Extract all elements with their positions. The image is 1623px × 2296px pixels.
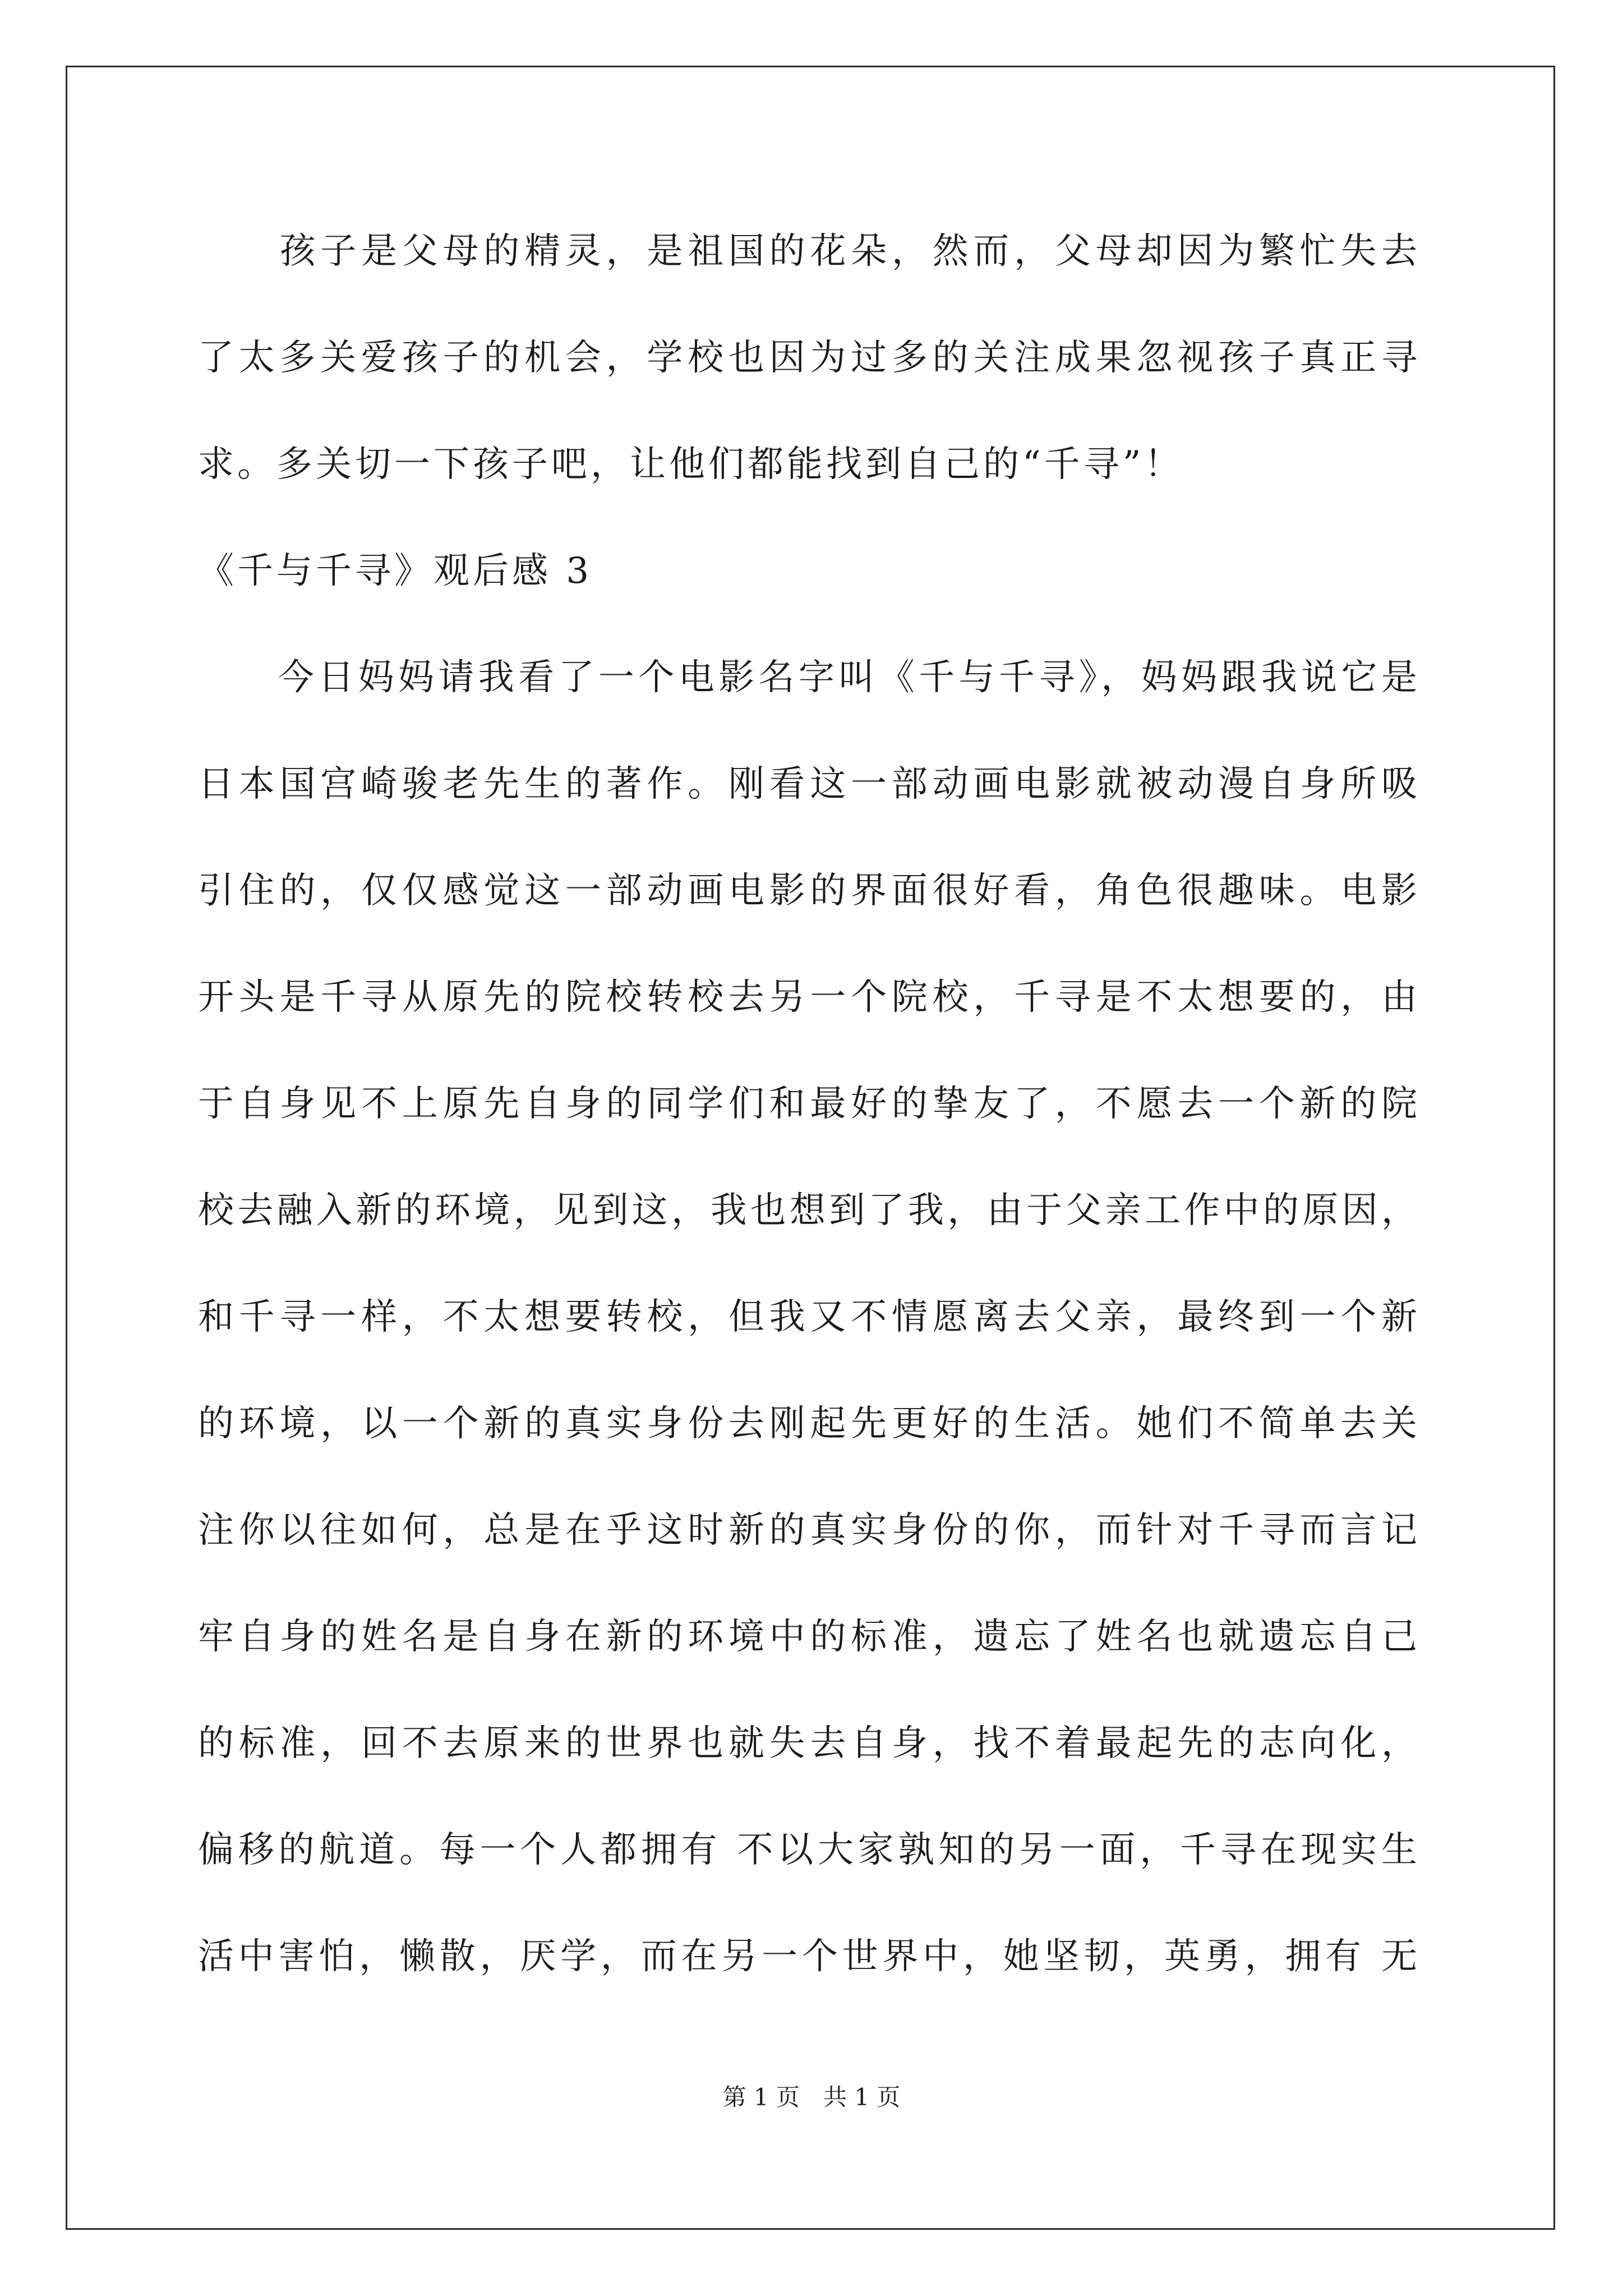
paragraph-line: 的环境，以一个新的真实身份去刚起先更好的生活。她们不简单去关 (198, 1403, 1421, 1444)
paragraph-line: 了太多关爱孩子的机会，学校也因为过多的关注成果忽视孩子真正寻 (198, 337, 1421, 379)
paragraph-line: 引住的，仅仅感觉这一部动画电影的界面很好看，角色很趣味。电影 (198, 870, 1421, 912)
paragraph-line: 校去融入新的环境，见到这，我也想到了我，由于父亲工作中的原因， (198, 1190, 1421, 1231)
page-border (66, 66, 1555, 2230)
paragraph-line: 开头是千寻从原先的院校转校去另一个院校，千寻是不太想要的，由 (198, 977, 1421, 1018)
paragraph-line: 日本国宫崎骏老先生的著作。刚看这一部动画电影就被动漫自身所吸 (198, 763, 1421, 805)
paragraph-line: 今日妈妈请我看了一个电影名字叫《千与千寻》，妈妈跟我说它是 (198, 657, 1421, 698)
paragraph-line: 偏移的航道。每一个人都拥有 不以大家孰知的另一面，千寻在现实生 (198, 1829, 1421, 1871)
paragraph-line: 注你以往如何，总是在乎这时新的真实身份的你，而针对千寻而言记 (198, 1510, 1421, 1551)
paragraph-line: 的标准，回不去原来的世界也就失去自身，找不着最起先的志向化， (198, 1723, 1421, 1764)
paragraph-line: 牢自身的姓名是自身在新的环境中的标准，遗忘了姓名也就遗忘自己 (198, 1616, 1421, 1658)
paragraph-line: 活中害怕，懒散，厌学，而在另一个世界中，她坚韧，英勇，拥有 无 (198, 1936, 1421, 1977)
section-heading: 《千与千寻》观后感 3 (198, 550, 593, 592)
page-number: 第 1 页 共 1 页 (722, 2083, 901, 2111)
paragraph-line: 于自身见不上原先自身的同学们和最好的挚友了，不愿去一个新的院 (198, 1083, 1421, 1125)
paragraph-line: 求。多关切一下孩子吧，让他们都能找到自己的“千寻”！ (198, 444, 1184, 485)
paragraph-line: 孩子是父母的精灵，是祖国的花朵，然而，父母却因为繁忙失去 (198, 231, 1421, 272)
paragraph-line: 和千寻一样，不太想要转校，但我又不情愿离去父亲，最终到一个新 (198, 1296, 1421, 1338)
